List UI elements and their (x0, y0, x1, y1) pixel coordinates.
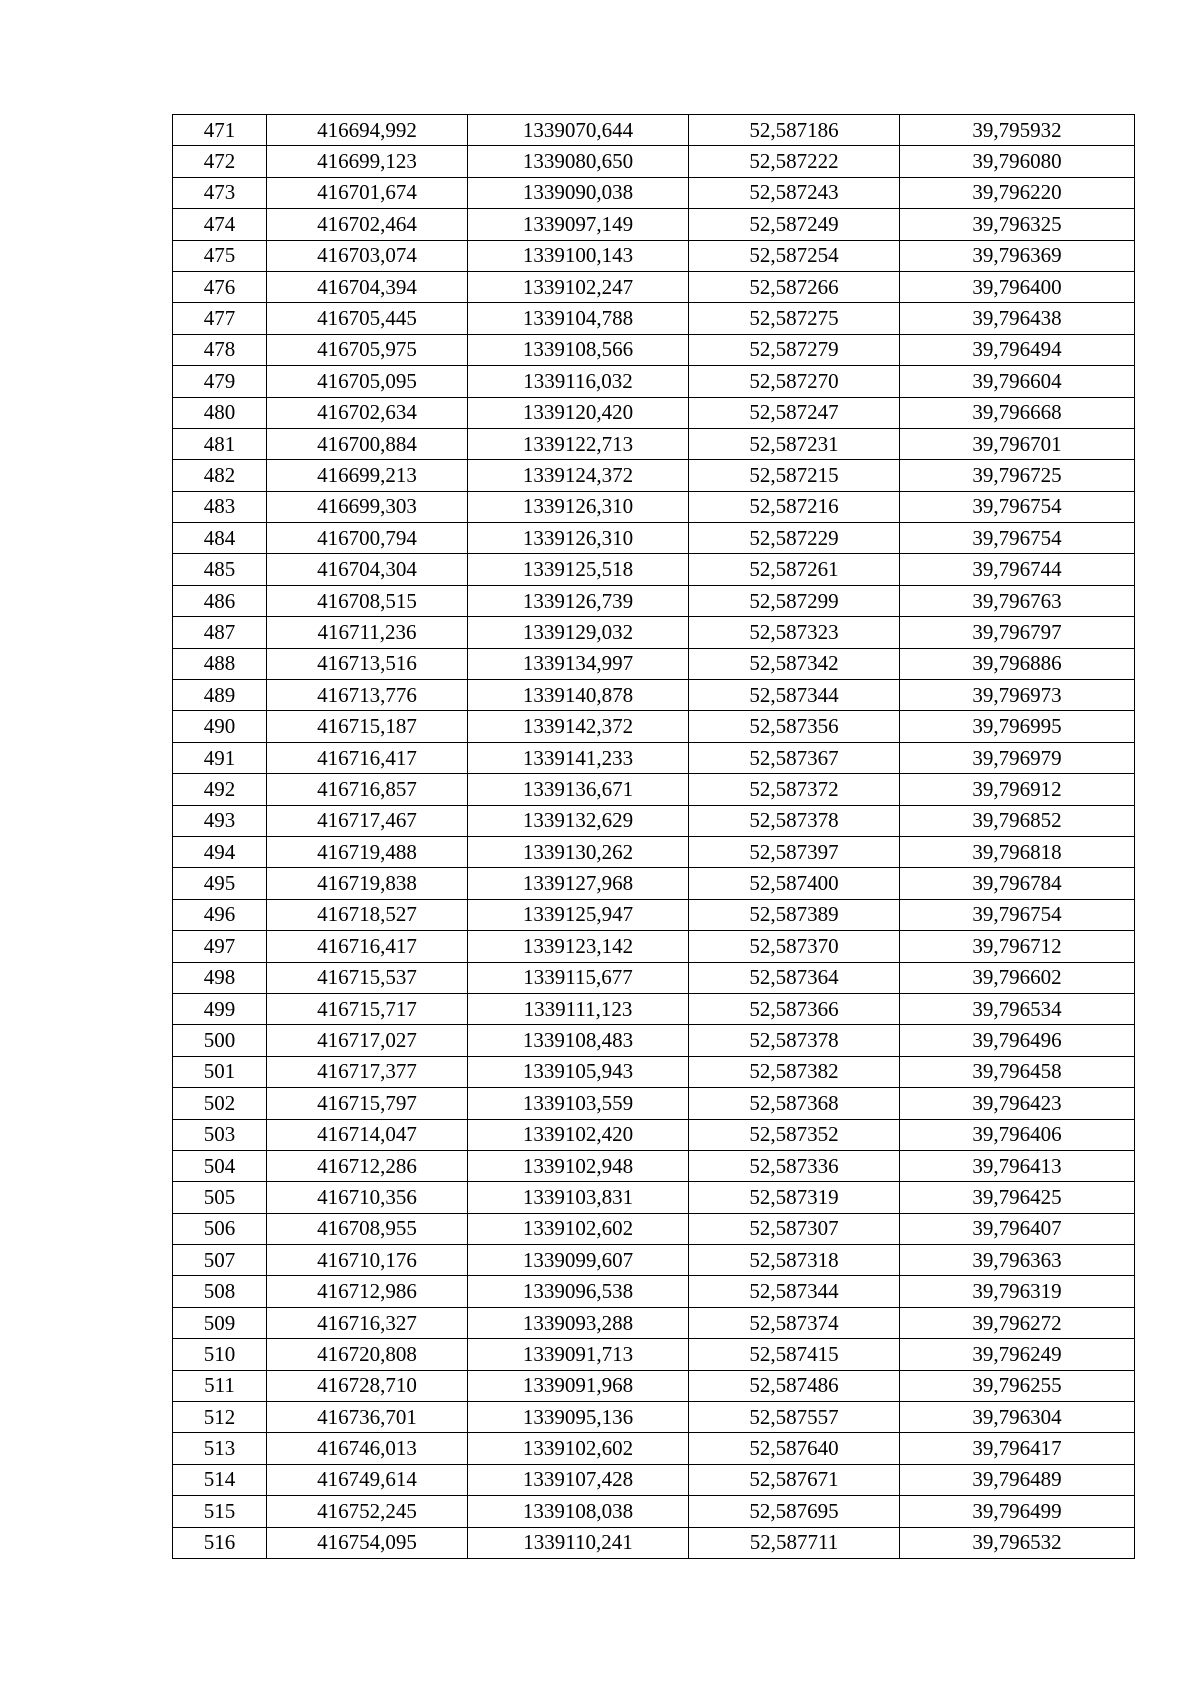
table-row (173, 1088, 1135, 1119)
latitude-cell: 52,587486 (689, 1370, 900, 1401)
latitude-cell: 52,587344 (689, 1276, 900, 1307)
longitude-cell: 39,796534 (900, 993, 1135, 1024)
table-row (173, 585, 1135, 616)
point-number-cell: 472 (173, 146, 267, 177)
table-row (173, 836, 1135, 867)
longitude-cell: 39,796489 (900, 1464, 1135, 1495)
x-coordinate-cell: 416699,303 (267, 491, 468, 522)
y-coordinate-cell: 1339105,943 (468, 1056, 689, 1087)
x-coordinate-cell: 416708,955 (267, 1213, 468, 1244)
latitude-cell: 52,587372 (689, 774, 900, 805)
longitude-cell: 39,796754 (900, 899, 1135, 930)
longitude-cell: 39,796080 (900, 146, 1135, 177)
longitude-cell: 39,796423 (900, 1088, 1135, 1119)
x-coordinate-cell: 416705,445 (267, 303, 468, 334)
point-number-cell: 503 (173, 1119, 267, 1150)
y-coordinate-cell: 1339096,538 (468, 1276, 689, 1307)
point-number-cell: 494 (173, 836, 267, 867)
latitude-cell: 52,587366 (689, 993, 900, 1024)
x-coordinate-cell: 416702,464 (267, 209, 468, 240)
latitude-cell: 52,587397 (689, 836, 900, 867)
y-coordinate-cell: 1339108,483 (468, 1025, 689, 1056)
latitude-cell: 52,587370 (689, 931, 900, 962)
longitude-cell: 39,796458 (900, 1056, 1135, 1087)
latitude-cell: 52,587382 (689, 1056, 900, 1087)
latitude-cell: 52,587275 (689, 303, 900, 334)
point-number-cell: 483 (173, 491, 267, 522)
longitude-cell: 39,796744 (900, 554, 1135, 585)
point-number-cell: 488 (173, 648, 267, 679)
table-row (173, 805, 1135, 836)
x-coordinate-cell: 416702,634 (267, 397, 468, 428)
point-number-cell: 475 (173, 240, 267, 271)
x-coordinate-cell: 416710,356 (267, 1182, 468, 1213)
table-row (173, 428, 1135, 459)
table-row (173, 397, 1135, 428)
longitude-cell: 39,796406 (900, 1119, 1135, 1150)
table-row (173, 1527, 1135, 1558)
y-coordinate-cell: 1339103,831 (468, 1182, 689, 1213)
x-coordinate-cell: 416736,701 (267, 1402, 468, 1433)
longitude-cell: 39,796852 (900, 805, 1135, 836)
y-coordinate-cell: 1339115,677 (468, 962, 689, 993)
table-row (173, 271, 1135, 302)
table-row (173, 1213, 1135, 1244)
y-coordinate-cell: 1339093,288 (468, 1307, 689, 1338)
y-coordinate-cell: 1339095,136 (468, 1402, 689, 1433)
x-coordinate-cell: 416715,187 (267, 711, 468, 742)
longitude-cell: 39,796995 (900, 711, 1135, 742)
longitude-cell: 39,796754 (900, 523, 1135, 554)
x-coordinate-cell: 416718,527 (267, 899, 468, 930)
y-coordinate-cell: 1339091,968 (468, 1370, 689, 1401)
longitude-cell: 39,796407 (900, 1213, 1135, 1244)
x-coordinate-cell: 416700,884 (267, 428, 468, 459)
table-row (173, 334, 1135, 365)
x-coordinate-cell: 416716,857 (267, 774, 468, 805)
table-row (173, 1496, 1135, 1527)
x-coordinate-cell: 416746,013 (267, 1433, 468, 1464)
table-row (173, 1245, 1135, 1276)
point-number-cell: 479 (173, 366, 267, 397)
point-number-cell: 514 (173, 1464, 267, 1495)
latitude-cell: 52,587374 (689, 1307, 900, 1338)
y-coordinate-cell: 1339091,713 (468, 1339, 689, 1370)
x-coordinate-cell: 416704,304 (267, 554, 468, 585)
table-row (173, 1370, 1135, 1401)
y-coordinate-cell: 1339129,032 (468, 617, 689, 648)
table-row (173, 711, 1135, 742)
y-coordinate-cell: 1339099,607 (468, 1245, 689, 1276)
table-row (173, 1307, 1135, 1338)
point-number-cell: 487 (173, 617, 267, 648)
y-coordinate-cell: 1339125,947 (468, 899, 689, 930)
point-number-cell: 507 (173, 1245, 267, 1276)
point-number-cell: 491 (173, 742, 267, 773)
longitude-cell: 39,796818 (900, 836, 1135, 867)
table-row (173, 366, 1135, 397)
point-number-cell: 489 (173, 680, 267, 711)
x-coordinate-cell: 416749,614 (267, 1464, 468, 1495)
table-row (173, 554, 1135, 585)
y-coordinate-cell: 1339108,566 (468, 334, 689, 365)
latitude-cell: 52,587270 (689, 366, 900, 397)
x-coordinate-cell: 416699,123 (267, 146, 468, 177)
y-coordinate-cell: 1339132,629 (468, 805, 689, 836)
table-row (173, 460, 1135, 491)
table-row (173, 617, 1135, 648)
x-coordinate-cell: 416715,717 (267, 993, 468, 1024)
longitude-cell: 39,796319 (900, 1276, 1135, 1307)
x-coordinate-cell: 416754,095 (267, 1527, 468, 1558)
table-row (173, 177, 1135, 208)
longitude-cell: 39,796668 (900, 397, 1135, 428)
longitude-cell: 39,796797 (900, 617, 1135, 648)
table-row (173, 1276, 1135, 1307)
x-coordinate-cell: 416694,992 (267, 115, 468, 146)
table-row (173, 240, 1135, 271)
y-coordinate-cell: 1339122,713 (468, 428, 689, 459)
point-number-cell: 505 (173, 1182, 267, 1213)
latitude-cell: 52,587215 (689, 460, 900, 491)
y-coordinate-cell: 1339103,559 (468, 1088, 689, 1119)
latitude-cell: 52,587695 (689, 1496, 900, 1527)
longitude-cell: 39,796369 (900, 240, 1135, 271)
point-number-cell: 473 (173, 177, 267, 208)
latitude-cell: 52,587364 (689, 962, 900, 993)
y-coordinate-cell: 1339136,671 (468, 774, 689, 805)
longitude-cell: 39,796425 (900, 1182, 1135, 1213)
x-coordinate-cell: 416699,213 (267, 460, 468, 491)
point-number-cell: 480 (173, 397, 267, 428)
point-number-cell: 508 (173, 1276, 267, 1307)
latitude-cell: 52,587261 (689, 554, 900, 585)
table-row (173, 209, 1135, 240)
table-row (173, 523, 1135, 554)
point-number-cell: 495 (173, 868, 267, 899)
y-coordinate-cell: 1339102,247 (468, 271, 689, 302)
y-coordinate-cell: 1339104,788 (468, 303, 689, 334)
longitude-cell: 39,796725 (900, 460, 1135, 491)
x-coordinate-cell: 416714,047 (267, 1119, 468, 1150)
x-coordinate-cell: 416716,417 (267, 931, 468, 962)
longitude-cell: 39,796979 (900, 742, 1135, 773)
point-number-cell: 504 (173, 1150, 267, 1181)
x-coordinate-cell: 416708,515 (267, 585, 468, 616)
longitude-cell: 39,796763 (900, 585, 1135, 616)
longitude-cell: 39,796912 (900, 774, 1135, 805)
point-number-cell: 471 (173, 115, 267, 146)
y-coordinate-cell: 1339120,420 (468, 397, 689, 428)
latitude-cell: 52,587640 (689, 1433, 900, 1464)
point-number-cell: 492 (173, 774, 267, 805)
longitude-cell: 39,796438 (900, 303, 1135, 334)
x-coordinate-cell: 416716,327 (267, 1307, 468, 1338)
coordinates-table-body (173, 115, 1135, 1559)
y-coordinate-cell: 1339111,123 (468, 993, 689, 1024)
y-coordinate-cell: 1339126,739 (468, 585, 689, 616)
table-row (173, 868, 1135, 899)
latitude-cell: 52,587378 (689, 1025, 900, 1056)
longitude-cell: 39,796363 (900, 1245, 1135, 1276)
y-coordinate-cell: 1339124,372 (468, 460, 689, 491)
point-number-cell: 513 (173, 1433, 267, 1464)
latitude-cell: 52,587342 (689, 648, 900, 679)
longitude-cell: 39,796220 (900, 177, 1135, 208)
longitude-cell: 39,796249 (900, 1339, 1135, 1370)
longitude-cell: 39,796886 (900, 648, 1135, 679)
latitude-cell: 52,587222 (689, 146, 900, 177)
point-number-cell: 490 (173, 711, 267, 742)
latitude-cell: 52,587389 (689, 899, 900, 930)
point-number-cell: 476 (173, 271, 267, 302)
table-row (173, 1025, 1135, 1056)
y-coordinate-cell: 1339102,602 (468, 1213, 689, 1244)
longitude-cell: 39,796784 (900, 868, 1135, 899)
latitude-cell: 52,587323 (689, 617, 900, 648)
x-coordinate-cell: 416715,797 (267, 1088, 468, 1119)
point-number-cell: 485 (173, 554, 267, 585)
longitude-cell: 39,795932 (900, 115, 1135, 146)
y-coordinate-cell: 1339141,233 (468, 742, 689, 773)
point-number-cell: 501 (173, 1056, 267, 1087)
y-coordinate-cell: 1339126,310 (468, 491, 689, 522)
latitude-cell: 52,587671 (689, 1464, 900, 1495)
y-coordinate-cell: 1339123,142 (468, 931, 689, 962)
x-coordinate-cell: 416703,074 (267, 240, 468, 271)
latitude-cell: 52,587368 (689, 1088, 900, 1119)
latitude-cell: 52,587254 (689, 240, 900, 271)
table-row (173, 1402, 1135, 1433)
point-number-cell: 510 (173, 1339, 267, 1370)
longitude-cell: 39,796400 (900, 271, 1135, 302)
y-coordinate-cell: 1339107,428 (468, 1464, 689, 1495)
point-number-cell: 477 (173, 303, 267, 334)
latitude-cell: 52,587711 (689, 1527, 900, 1558)
longitude-cell: 39,796701 (900, 428, 1135, 459)
longitude-cell: 39,796255 (900, 1370, 1135, 1401)
x-coordinate-cell: 416712,986 (267, 1276, 468, 1307)
point-number-cell: 496 (173, 899, 267, 930)
table-row (173, 146, 1135, 177)
longitude-cell: 39,796712 (900, 931, 1135, 962)
table-row (173, 742, 1135, 773)
y-coordinate-cell: 1339110,241 (468, 1527, 689, 1558)
point-number-cell: 481 (173, 428, 267, 459)
y-coordinate-cell: 1339102,602 (468, 1433, 689, 1464)
table-row (173, 648, 1135, 679)
y-coordinate-cell: 1339140,878 (468, 680, 689, 711)
table-row (173, 1182, 1135, 1213)
x-coordinate-cell: 416716,417 (267, 742, 468, 773)
table-row (173, 1119, 1135, 1150)
y-coordinate-cell: 1339127,968 (468, 868, 689, 899)
x-coordinate-cell: 416719,838 (267, 868, 468, 899)
latitude-cell: 52,587415 (689, 1339, 900, 1370)
latitude-cell: 52,587249 (689, 209, 900, 240)
x-coordinate-cell: 416715,537 (267, 962, 468, 993)
table-row (173, 115, 1135, 146)
point-number-cell: 478 (173, 334, 267, 365)
y-coordinate-cell: 1339102,420 (468, 1119, 689, 1150)
longitude-cell: 39,796499 (900, 1496, 1135, 1527)
point-number-cell: 500 (173, 1025, 267, 1056)
coordinates-table (172, 114, 1135, 1559)
y-coordinate-cell: 1339070,644 (468, 115, 689, 146)
latitude-cell: 52,587229 (689, 523, 900, 554)
x-coordinate-cell: 416717,027 (267, 1025, 468, 1056)
latitude-cell: 52,587557 (689, 1402, 900, 1433)
latitude-cell: 52,587279 (689, 334, 900, 365)
x-coordinate-cell: 416705,975 (267, 334, 468, 365)
latitude-cell: 52,587319 (689, 1182, 900, 1213)
point-number-cell: 498 (173, 962, 267, 993)
latitude-cell: 52,587356 (689, 711, 900, 742)
table-row (173, 491, 1135, 522)
table-row (173, 931, 1135, 962)
y-coordinate-cell: 1339080,650 (468, 146, 689, 177)
longitude-cell: 39,796272 (900, 1307, 1135, 1338)
longitude-cell: 39,796604 (900, 366, 1135, 397)
latitude-cell: 52,587307 (689, 1213, 900, 1244)
table-row (173, 680, 1135, 711)
y-coordinate-cell: 1339108,038 (468, 1496, 689, 1527)
longitude-cell: 39,796973 (900, 680, 1135, 711)
table-row (173, 1464, 1135, 1495)
longitude-cell: 39,796754 (900, 491, 1135, 522)
x-coordinate-cell: 416717,467 (267, 805, 468, 836)
longitude-cell: 39,796532 (900, 1527, 1135, 1558)
point-number-cell: 486 (173, 585, 267, 616)
point-number-cell: 493 (173, 805, 267, 836)
latitude-cell: 52,587378 (689, 805, 900, 836)
longitude-cell: 39,796304 (900, 1402, 1135, 1433)
x-coordinate-cell: 416713,776 (267, 680, 468, 711)
table-row (173, 1339, 1135, 1370)
point-number-cell: 511 (173, 1370, 267, 1401)
x-coordinate-cell: 416700,794 (267, 523, 468, 554)
table-row (173, 993, 1135, 1024)
latitude-cell: 52,587299 (689, 585, 900, 616)
point-number-cell: 509 (173, 1307, 267, 1338)
x-coordinate-cell: 416728,710 (267, 1370, 468, 1401)
y-coordinate-cell: 1339130,262 (468, 836, 689, 867)
table-row (173, 1056, 1135, 1087)
latitude-cell: 52,587352 (689, 1119, 900, 1150)
point-number-cell: 516 (173, 1527, 267, 1558)
latitude-cell: 52,587216 (689, 491, 900, 522)
point-number-cell: 497 (173, 931, 267, 962)
latitude-cell: 52,587367 (689, 742, 900, 773)
longitude-cell: 39,796413 (900, 1150, 1135, 1181)
x-coordinate-cell: 416712,286 (267, 1150, 468, 1181)
point-number-cell: 515 (173, 1496, 267, 1527)
point-number-cell: 482 (173, 460, 267, 491)
point-number-cell: 474 (173, 209, 267, 240)
longitude-cell: 39,796417 (900, 1433, 1135, 1464)
x-coordinate-cell: 416705,095 (267, 366, 468, 397)
latitude-cell: 52,587266 (689, 271, 900, 302)
table-row (173, 303, 1135, 334)
point-number-cell: 506 (173, 1213, 267, 1244)
latitude-cell: 52,587318 (689, 1245, 900, 1276)
table-row (173, 962, 1135, 993)
y-coordinate-cell: 1339142,372 (468, 711, 689, 742)
y-coordinate-cell: 1339126,310 (468, 523, 689, 554)
y-coordinate-cell: 1339116,032 (468, 366, 689, 397)
latitude-cell: 52,587344 (689, 680, 900, 711)
latitude-cell: 52,587243 (689, 177, 900, 208)
y-coordinate-cell: 1339097,149 (468, 209, 689, 240)
table-row (173, 1150, 1135, 1181)
table-row (173, 1433, 1135, 1464)
x-coordinate-cell: 416710,176 (267, 1245, 468, 1276)
latitude-cell: 52,587336 (689, 1150, 900, 1181)
point-number-cell: 512 (173, 1402, 267, 1433)
table-row (173, 899, 1135, 930)
x-coordinate-cell: 416701,674 (267, 177, 468, 208)
longitude-cell: 39,796602 (900, 962, 1135, 993)
point-number-cell: 484 (173, 523, 267, 554)
x-coordinate-cell: 416752,245 (267, 1496, 468, 1527)
latitude-cell: 52,587186 (689, 115, 900, 146)
x-coordinate-cell: 416713,516 (267, 648, 468, 679)
y-coordinate-cell: 1339125,518 (468, 554, 689, 585)
point-number-cell: 499 (173, 993, 267, 1024)
latitude-cell: 52,587247 (689, 397, 900, 428)
x-coordinate-cell: 416704,394 (267, 271, 468, 302)
x-coordinate-cell: 416717,377 (267, 1056, 468, 1087)
latitude-cell: 52,587400 (689, 868, 900, 899)
longitude-cell: 39,796325 (900, 209, 1135, 240)
longitude-cell: 39,796494 (900, 334, 1135, 365)
x-coordinate-cell: 416711,236 (267, 617, 468, 648)
y-coordinate-cell: 1339102,948 (468, 1150, 689, 1181)
y-coordinate-cell: 1339134,997 (468, 648, 689, 679)
y-coordinate-cell: 1339100,143 (468, 240, 689, 271)
x-coordinate-cell: 416719,488 (267, 836, 468, 867)
point-number-cell: 502 (173, 1088, 267, 1119)
y-coordinate-cell: 1339090,038 (468, 177, 689, 208)
latitude-cell: 52,587231 (689, 428, 900, 459)
x-coordinate-cell: 416720,808 (267, 1339, 468, 1370)
longitude-cell: 39,796496 (900, 1025, 1135, 1056)
table-row (173, 774, 1135, 805)
